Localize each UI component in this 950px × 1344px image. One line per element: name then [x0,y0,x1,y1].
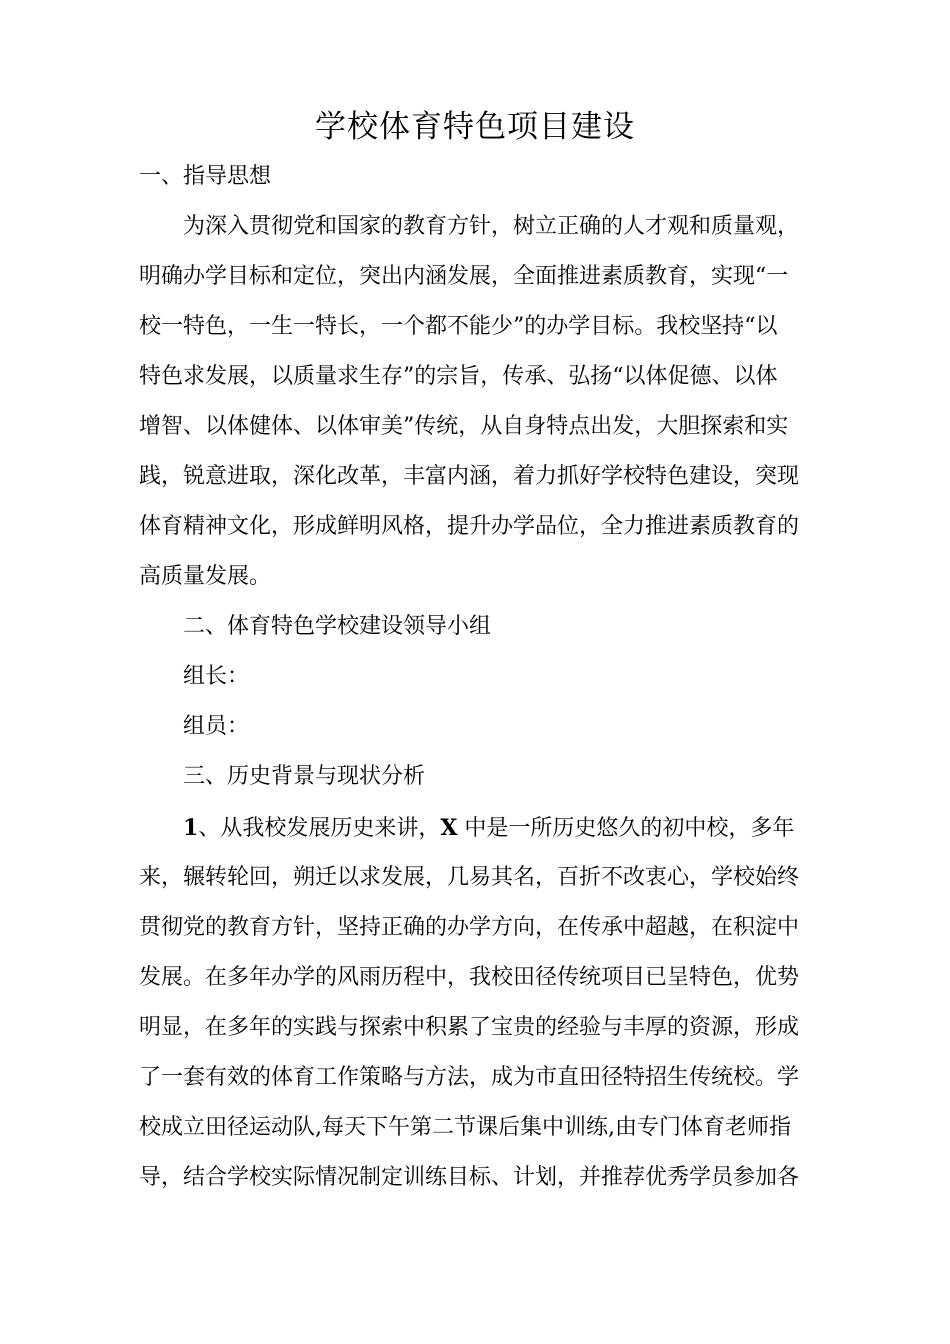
paragraph-line: 来，辗转轮回，朔迁以求发展，几易其名，百折不改衷心，学校始终 [139,865,800,890]
paragraph-line: 贯彻党的教育方针，坚持正确的办学方向，在传承中超越，在积淀中 [139,915,800,940]
list-number: 1 [183,815,199,841]
section-heading-history-analysis: 三、历史背景与现状分析 [183,764,426,789]
section-heading-leadership-group: 二、体育特色学校建设领导小组 [183,614,492,639]
paragraph-line: 高质量发展。 [139,564,272,589]
section-heading-guiding-ideology: 一、指导思想 [139,164,272,189]
member-label: 组员： [183,714,250,739]
paragraph-line: 特色求发展，以质量求生存”的宗旨，传承、弘扬“以体促德、以体 [139,364,778,389]
paragraph-line: 明确办学目标和定位，突出内涵发展，全面推进素质教育，实现“一 [139,264,789,289]
paragraph-line: 践，锐意进取，深化改革，丰富内涵，着力抓好学校特色建设，突现 [139,464,800,489]
school-name-placeholder: X [440,815,458,841]
paragraph-line: 增智、以体健体、以体审美”传统，从自身特点出发，大胆探索和实 [139,414,789,439]
text-segment: 中是一所历史悠久的初中校，多年 [457,816,795,841]
paragraph-line: 导，结合学校实际情况制定训练目标、计划，并推荐优秀学员参加各 [139,1165,800,1190]
paragraph-line: 了一套有效的体育工作策略与方法，成为市直田径特招生传统校。学 [139,1065,800,1090]
paragraph-line: 校成立田径运动队,每天下午第二节课后集中训练,由专门体育老师指 [139,1115,791,1140]
document-title: 学校体育特色项目建设 [315,109,635,145]
paragraph-line: 明显，在多年的实践与探索中积累了宝贵的经验与丰厚的资源，形成 [139,1015,800,1040]
leader-label: 组长： [183,664,250,689]
paragraph-line: 发展。在多年办学的风雨历程中，我校田径传统项目已呈特色，优势 [139,965,800,990]
paragraph-line: 体育精神文化，形成鲜明风格，提升办学品位，全力推进素质教育的 [139,514,800,539]
paragraph-line: 为深入贯彻党和国家的教育方针，树立正确的人才观和质量观， [183,214,800,239]
paragraph-line: 校一特色，一生一特长，一个都不能少”的办学目标。我校坚持“以 [139,314,778,339]
paragraph-line [183,803,829,854]
text-segment: 、从我校发展历史来讲， [198,816,441,841]
